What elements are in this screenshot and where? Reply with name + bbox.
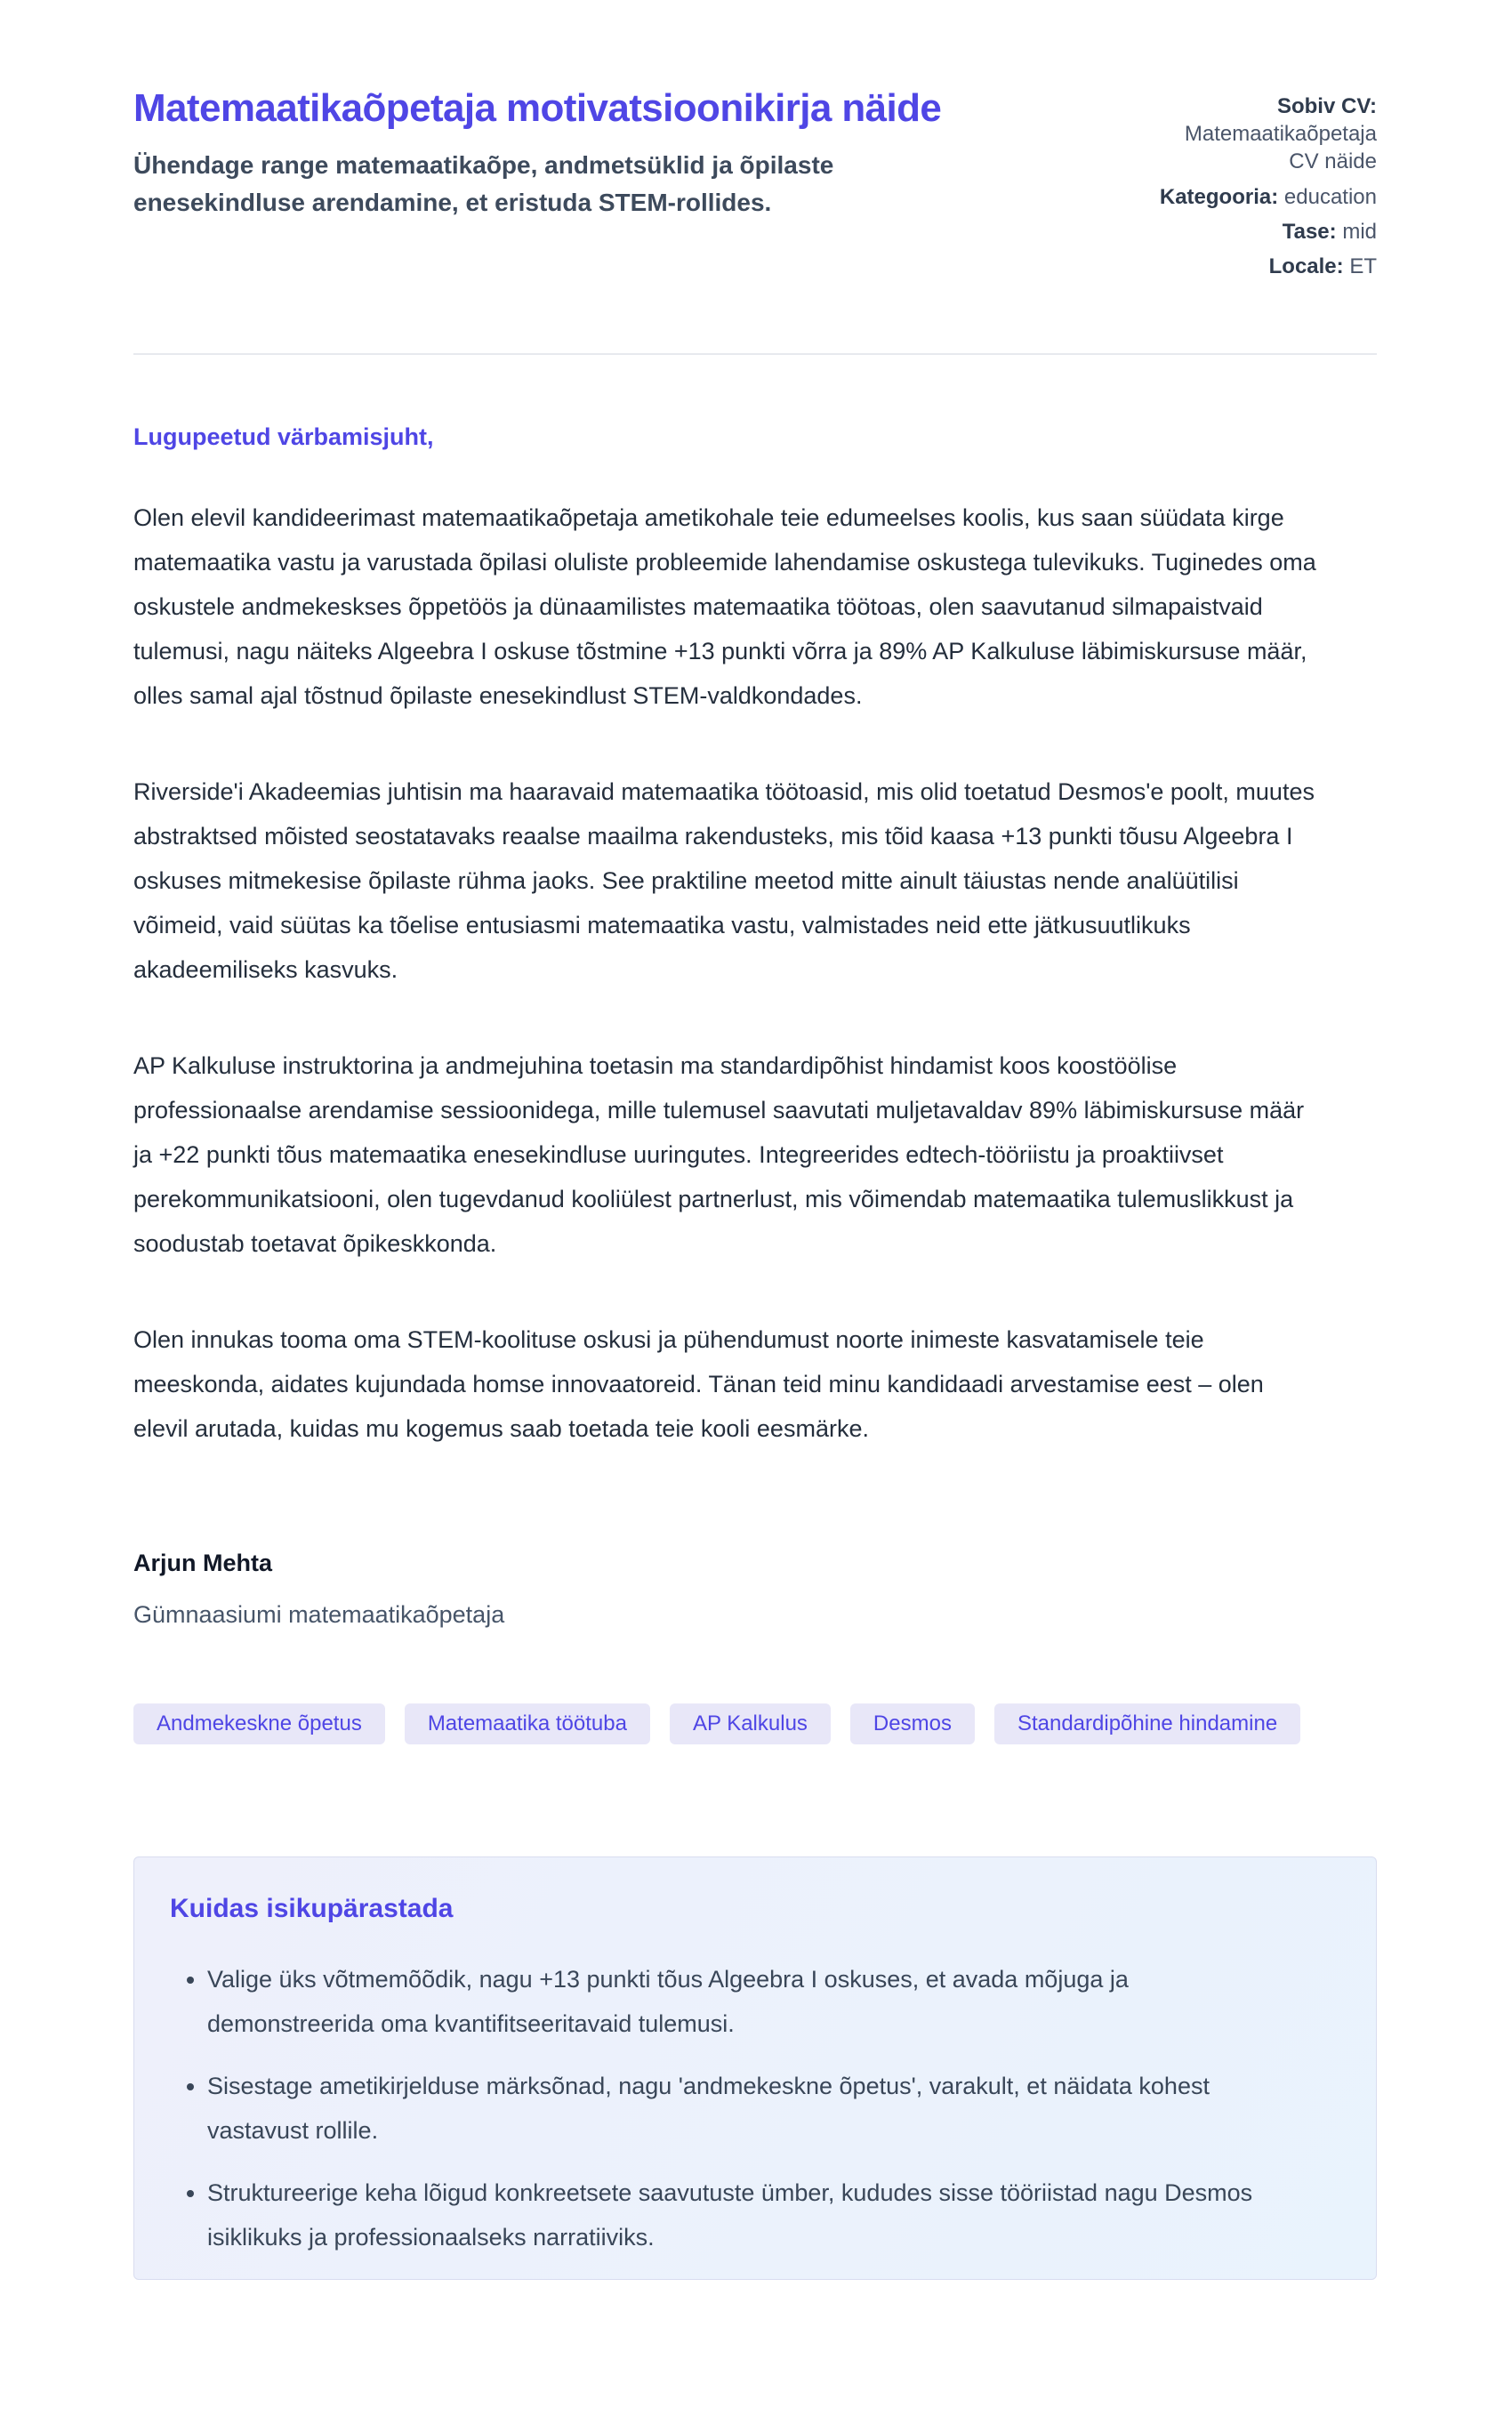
tag-chip: Andmekeskne õpetus <box>133 1703 385 1744</box>
personalization-tip-list <box>170 1957 1340 2259</box>
tag-chip: Standardipõhine hindamine <box>994 1703 1300 1744</box>
letter-body <box>133 421 1377 1631</box>
meta-value: education <box>1283 184 1377 209</box>
letter-greeting: Lugupeetud värbamisjuht, <box>133 423 434 451</box>
letter-paragraph: Riverside'i Akadeemias juhtisin ma haaravaid matemaatika töötoasid, mis olid toetatud Desmos'e poolt, muutes abstraktsed mõisted seostatavaks reaalse maailma rakendusteks, mis tõid kaasa +13 punkti tõusu Algeebra I oskuses mitmekesise õpilaste rühma jaoks. See praktiline meetod mitte ainult täiustas nende analüütilisi võimeid, vaid süütas ka tõelise entusiasmi matemaatika vastu, valmistades neid ette jätkusuutlikuks akadeemiliseks kasvuks. <box>133 778 1315 984</box>
meta-item-matching-cv <box>1154 93 1377 176</box>
meta-label: Locale: <box>1268 254 1344 278</box>
header-text-block <box>133 85 1128 221</box>
tag-list <box>133 1703 1377 1744</box>
meta-label: Tase: <box>1282 219 1337 244</box>
meta-panel <box>1154 85 1377 287</box>
letter-paragraph: AP Kalkuluse instruktorina ja andmejuhina toetasin ma standardipõhist hindamist koos koostöölise professionaalse arendamise sessioonidega, mille tulemusel saavutati muljetavaldav 89% läbimiskursuse määr ja +22 punkti tõus matemaatika enesekindluse uuringutes. Integreerides edtech-tööriistu ja proaktiivset perekommunikatsiooni, olen tugevdanud kooliülest partnerlust, mis võimendab matemaatika tulemuslikkust ja soodustab toetavat õpikeskkonda. <box>133 1052 1305 1258</box>
meta-label: Sobiv CV: <box>1276 94 1377 118</box>
meta-value: mid <box>1342 219 1377 244</box>
personalization-tip: • Struktureerige keha lõigud konkreetsete saavutuste ümber, kududes sisse tööriistad nagu Desmos isiklikuks ja professionaalseks narratiiviks. <box>207 2170 1301 2259</box>
meta-item-locale <box>1154 253 1377 280</box>
tag-chip: Desmos <box>850 1703 975 1744</box>
meta-item-category <box>1154 183 1377 211</box>
letter-paragraph: Olen innukas tooma oma STEM-koolituse oskusi ja pühendumust noorte inimeste kasvatamisele teie meeskonda, aidates kujundada homse innovaatoreid. Tänan teid minu kandidaadi arvestamise eest – olen elevil arutada, kuidas mu kogemus saab toetada teie kooli eesmärke. <box>133 1326 1264 1443</box>
signature-name: Arjun Mehta <box>133 1550 273 1577</box>
tag-chip: AP Kalkulus <box>670 1703 831 1744</box>
divider <box>133 353 1377 355</box>
meta-item-level <box>1154 218 1377 246</box>
letter-paragraph: Olen elevil kandideerimast matemaatikaõpetaja ametikohale teie edumeelses koolis, kus saan süüdata kirge matemaatika vastu ja varustada õpilasi oluliste probleemide lahendamise oskustega tulevikuks. Tuginedes oma oskustele andmekeskses õppetöös ja dünaamilistes matemaatika töötoas, olen saavutanud silmapaistvaid tulemusi, nagu näiteks Algeebra I oskuse tõstmine +13 punkti võrra ja 89% AP Kalkuluse läbimiskursuse määr, olles samal ajal tõstnud õpilaste enesekindlust STEM-valdkondades. <box>133 504 1316 710</box>
personalization-box <box>133 1856 1377 2280</box>
page-title: Matemaatikaõpetaja motivatsioonikirja näide <box>133 86 942 130</box>
personalization-tip: • Sisestage ametikirjelduse märksõnad, nagu 'andmekeskne õpetus', varakult, et näidata kohest vastavust rollile. <box>207 2064 1301 2153</box>
meta-value: ET <box>1349 254 1377 278</box>
signature-role: Gümnaasiumi matemaatikaõpetaja <box>133 1601 505 1629</box>
personalization-tip: • Valige üks võtmemõõdik, nagu +13 punkti tõus Algeebra I oskuses, et avada mõjuga ja demonstreerida oma kvantifitseeritavaid tulemusi. <box>207 1957 1301 2046</box>
header <box>133 85 1377 287</box>
meta-value: Matemaatikaõpetaja CV näide <box>1184 122 1377 174</box>
page-subtitle: Ühendage range matemaatikaõpe, andmetsüklid ja õpilaste enesekindluse arendamine, et eristuda STEM-rollides. <box>133 150 834 216</box>
meta-label: Kategooria: <box>1159 184 1279 209</box>
tag-chip: Matemaatika töötuba <box>405 1703 650 1744</box>
personalization-heading: Kuidas isikupärastada <box>170 1894 454 1924</box>
